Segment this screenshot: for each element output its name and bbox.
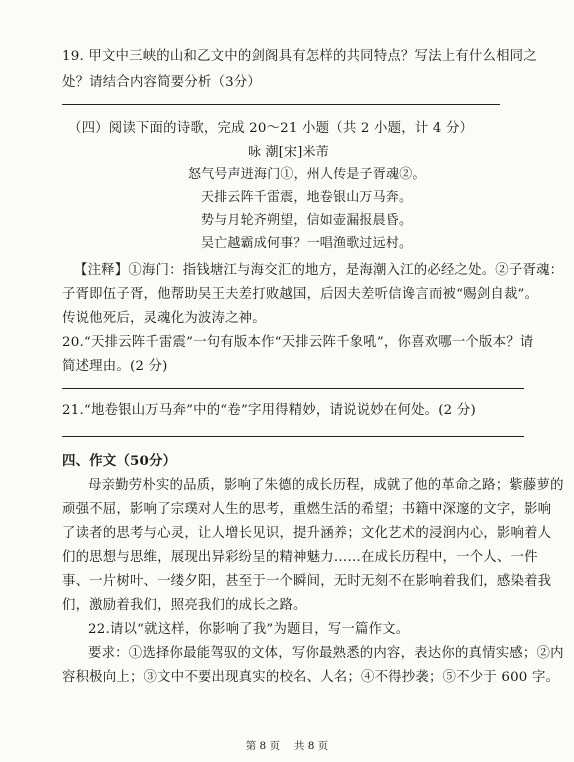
composition-para-line-4: 们的思想与思维，展现出异彩纷呈的精神魅力……在成长历程中，一个人、一件 [62,550,538,565]
answer-line-q20 [62,388,524,389]
poem-line-2: 天排云阵千雷震，地卷银山万马奔。 [201,190,413,205]
composition-para-line-5: 事、一片树叶、一缕夕阳，甚至于一个瞬间，无时无刻不在影响着我们，感染着我 [62,574,552,589]
answer-line-q19 [62,104,500,105]
composition-heading: 四、作文（50分） [62,453,177,469]
q20-line-2: 简述理由。(2 分) [62,359,168,374]
poem-line-4: 吴亡越霸成何事？一唱渔歌过远村。 [201,236,413,251]
poem-notes-line-3: 传说他死后，灵魂化为波涛之神。 [62,311,266,326]
composition-para-line-6: 们，激励着我们，照亮我们的成长之路。 [62,598,307,613]
poem-title: 咏 潮[宋]米芾 [248,145,329,160]
composition-para-line-3: 了读者的思考与心灵，让人增长见识，提升涵养；文化艺术的浸润内心，影响着人 [62,526,552,541]
page-footer: 第 8 页 共 8 页 [245,740,329,752]
q21-line-1: 21.“地卷银山万马奔”中的“卷”字用得精妙，请说说妙在何处。(2 分) [62,403,476,418]
poem-notes-line-2: 子胥即伍子胥，他帮助吴王夫差打败越国，后因夫差听信谗言而被“赐剑自裁”。 [62,287,539,302]
section4-heading: （四）阅读下面的诗歌，完成 20～21 小题（共 2 小题，计 4 分） [68,121,474,136]
poem-notes-line-1: 【注释】①海门：指钱塘江与海交汇的地方，是海潮入江的必经之处。②子胥魂： [74,263,564,278]
q19-line-1: 19. 甲文中三峡的山和乙文中的剑阁具有怎样的共同特点？写法上有什么相同之 [62,49,537,64]
q22-requirements-line-2: 容积极向上；③文中不要出现真实的校名、人名；④不得抄袭；⑤不少于 600 字。 [62,670,560,685]
composition-para-line-2: 顽强不屈，影响了宗璞对人生的思考，重燃生活的希望；书籍中深邃的文字，影响 [62,502,552,517]
q22-requirements-line-1: 要求：①选择你最能驾驭的文体，写你最熟悉的内容，表达你的真情实感；②内 [88,646,564,661]
q20-line-1: 20.“天排云阵千雷震”一句有版本作“天排云阵千象吼”，你喜欢哪一个版本？请 [62,335,534,350]
composition-para-line-1: 母亲勤劳朴实的品质，影响了朱德的成长历程，成就了他的革命之路；紫藤萝的 [88,478,564,493]
poem-line-1: 怒气号声迸海门①，州人传是子胥魂②。 [188,167,426,182]
q22-prompt: 22.请以“就这样，你影响了我”为题目，写一篇作文。 [88,622,410,637]
poem-line-3: 势与月轮齐朔望，信如壶漏报晨昏。 [201,213,413,228]
answer-line-q21 [62,436,524,437]
q19-line-2: 处？请结合内容简要分析（3分） [62,75,261,90]
